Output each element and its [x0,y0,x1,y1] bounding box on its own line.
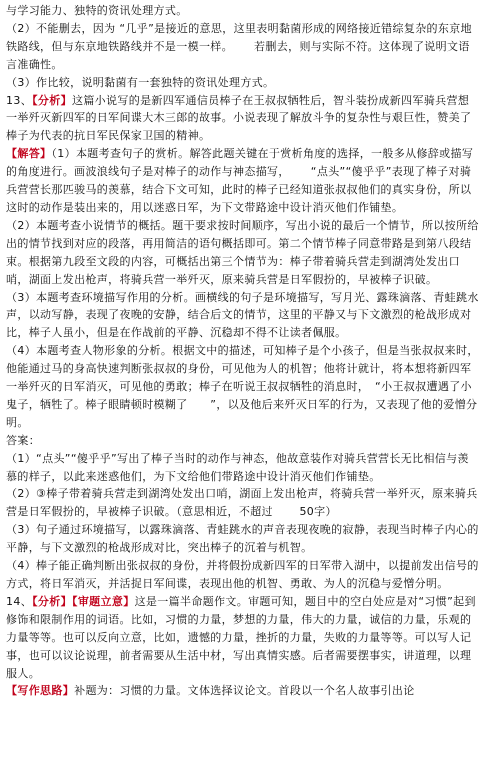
paragraph-answer-3: （3）本题考查环境描写作用的分析。画横线的句子是环境描写，写月光、露珠滴落、青蛙跳水声，以动写静，表现了夜晚的安静，结合后文的情节，这里的平静又与下文激烈的枪战形成对比，棒子人虽小，但是在作战前的平静、沉稳却不得不让读者佩服。 [6,290,479,340]
paragraph-answer-1 [6,145,480,217]
writing-idea-text: 补题为：习惯的力量。文体选择议论文。首段以一个名人故事引出论 [74,684,415,698]
writing-idea-tag: 【写作思路】 [6,684,75,698]
answer-item-3: （3）句子通过环境描写，以露珠滴落、青蛙跳水的声音表现夜晚的寂静，表现当时棒子内心的平静，与下文激烈的枪战形成对比，突出棒子的沉着与机智。 [6,523,479,555]
answer-text: （1）本题考查句子的赏析。解答此题关键在于赏析角度的选择，一般多从修辞或描写的角度进行。画波浪线句子是对棒子的动作与神态描写， “点头”“傻乎乎”表现了棒子对骑兵营营长那匹骏马的羡慕，结合下文可知，此时的棒子已经知道张叔叔他们的真实身份，所以这时的动作是装出来的，用以迷惑日军，为下文带路途中设计消灭他们作铺垫。 [6,147,474,214]
answer-label: 答案： [6,433,41,447]
paragraph-3: （3）作比较，说明黏菌有一套独特的资讯处理方式。 [6,75,275,89]
topic-tag: 【审题立意】 [71,594,135,608]
analysis-tag: 【分析】 [32,594,72,608]
paragraph-1: 与学习能力、独特的资讯处理方式。 [6,4,188,17]
analysis-tag: 【分析】 [32,93,72,107]
question-number: 13、 [6,93,33,107]
paragraph-14-analysis [6,593,480,683]
paragraph-writing-idea [6,682,480,700]
paragraph-13-analysis [6,92,480,146]
document-body [6,2,480,700]
topic-text: 这是一篇半命题作文。审题可知，题目中的空白处应是对“习惯”起到修饰和限制作用的词语。比如，习惯的力量，梦想的力量，伟大的力量，诚信的力量，乐观的力量等等。也可以反向立意，比如，遗憾的力量，挫折的力量，失败的力量等等。可以写人记事，也可以议论说理，前者需要从生活中材，写出真情实感。后者需要摆事实，讲道理，以理服人。 [6,594,476,680]
paragraph-2: （2）不能删去，因为 “几乎”是接近的意思，这里表明黏菌形成的网络接近错综复杂的东京地铁路线，但与东京地铁路线并不是一模一样。 若删去，则与实际不符。这体现了说明文语言准确性。 [6,21,472,71]
answer-item-1: （1）“点头”“傻乎乎”写出了棒子当时的动作与神态，他故意装作对骑兵营营长无比相信与羡慕的样子，以此来迷惑他们，为下文给他们带路途中设计消灭他们作铺垫。 [6,451,469,483]
answer-item-2: （2）③棒子带着骑兵营走到湖湾处发出口哨，湖面上发出枪声，将骑兵营一举歼灭，原来骑兵营是日军假扮的，早被棒子识破。（意思相近，不超过 50字） [6,487,478,519]
answer-item-4: （4）棒子能正确判断出张叔叔的身份，并将假扮成新四军的日军带入湖中，以提前发出信号的方式，将日军消灭，并活捉日军间谍，表现出他的机智、勇敢、为人的沉稳与爱憎分明。 [6,559,479,590]
paragraph-answer-2: （2）本题考查小说情节的概括。题干要求按时间顺序，写出小说的最后一个情节，所以按所给出的情节找到对应的段落，再用简洁的语句概括即可。第二个情节棒子同意带路是到第八段结束。根据第九段至文段的内容，可概括出第三个情节为：棒子带着骑兵营走到湖湾处发出口哨，湖面上发出枪声，将骑兵营一举歼灭，原来骑兵营是日军假扮的，早被棒子识破。 [6,218,479,286]
question-number: 14、 [6,594,33,608]
paragraph-answer-4: （4）本题考查人物形象的分析。根据文中的描述，可知棒子是个小孩子，但是当张叔叔来时，他能通过马的身高快速判断张叔叔的身份，可见他为人的机智；他将计就计，将本想将新四军一举歼灭的日军消灭，可见他的勇敢；棒子在听说王叔叔牺牲的消息时， “小王叔叔遭遇了小鬼子，牺牲了。棒子眼睛顿时模糊了 ”，以及他后来歼灭日军的行为，又表现了他的爱憎分明。 [6,344,479,429]
analysis-text: 这篇小说写的是新四军通信员棒子在王叔叔牺牲后，智斗装扮成新四军骑兵营想一举歼灭新四军的日军间谍大木三郎的故事。小说表现了解放斗争的复杂性与艰巨性，赞美了棒子为代表的抗日军民保家卫国的精神。 [6,93,472,143]
answer-tag: 【解答】 [6,147,52,161]
